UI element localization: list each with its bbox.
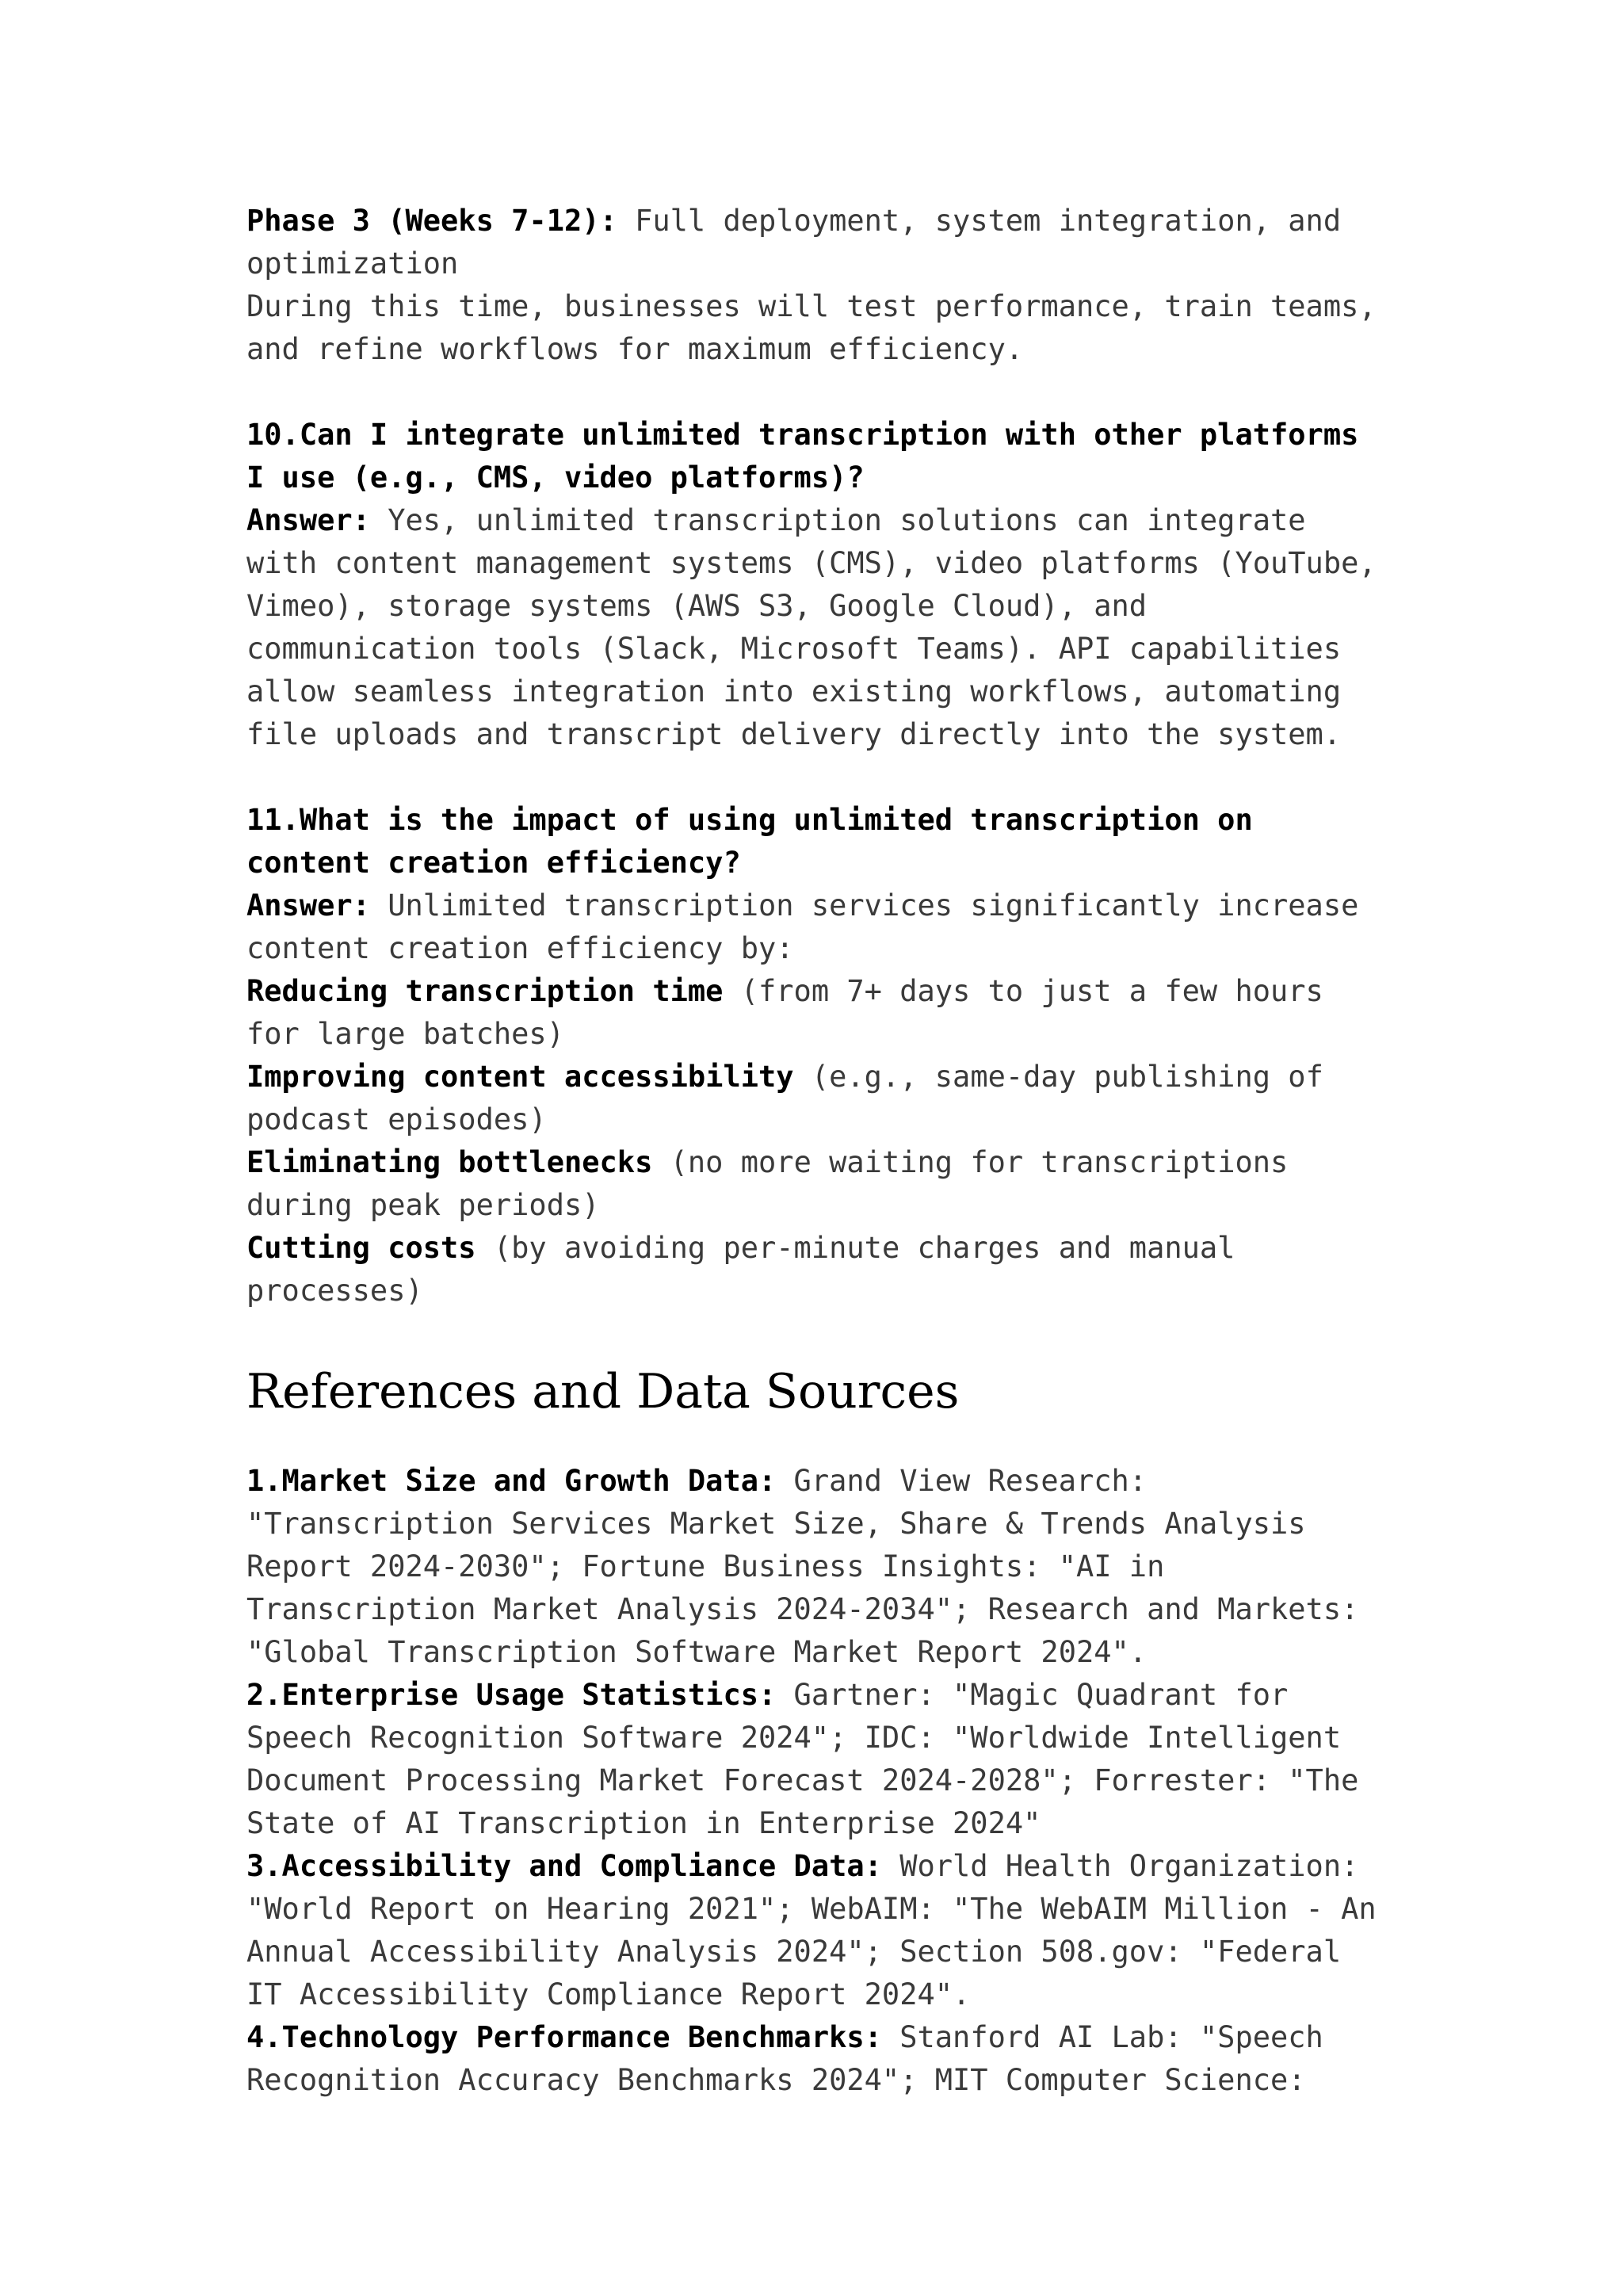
page-content <box>246 200 1388 2102</box>
reference-text: Gartner: "Magic Quadrant for Speech Recognition Software 2024"; IDC: "Worldwide Intelligent Document Processing Market Forecast 2024-2028"; Forrester: "The State of AI Transcription in Enterprise 2024" <box>246 1678 1359 1840</box>
reference-text: World Health Organization: "World Report on Hearing 2021"; WebAIM: "The WebAIM Million - An Annual Accessibility Analysis 2024"; Section 508.gov: "Federal IT Accessibility Compliance Report 2024". <box>246 1849 1377 2011</box>
reference-text: Stanford AI Lab: "Speech Recognition Accuracy Benchmarks 2024"; MIT Computer Science: <box>246 2020 1323 2097</box>
benefit-text: (from 7+ days to just a few hours for large batches) <box>246 974 1323 1051</box>
benefit-label: Reducing transcription time <box>246 974 724 1008</box>
answer-text: Yes, unlimited transcription solutions can integrate with content management systems (CMS), video platforms (YouTube, Vimeo), storage systems (AWS S3, Google Cloud), and communication tools (Slack, Microsoft Teams). API capabilities allow seamless integration into existing workflows, automating file uploads and transcript delivery directly into the system. <box>246 503 1377 751</box>
phase3-label: Phase 3 (Weeks 7-12): <box>246 204 617 238</box>
phase3-follow-text: During this time, businesses will test performance, train teams, and refine workflows for maximum efficiency. <box>246 289 1377 366</box>
benefit-label: Eliminating bottlenecks <box>246 1145 653 1179</box>
reference-item <box>246 2016 1388 2102</box>
benefit-item <box>246 1056 1388 1141</box>
benefit-item <box>246 970 1388 1056</box>
benefit-text: (e.g., same-day publishing of podcast episodes) <box>246 1060 1323 1137</box>
reference-label: 4.Technology Performance Benchmarks: <box>246 2020 882 2054</box>
reference-label: 3.Accessibility and Compliance Data: <box>246 1849 882 1883</box>
phase3-text: Full deployment, system integration, and optimization <box>246 204 1342 281</box>
faq-answer-11 <box>246 884 1388 970</box>
reference-label: 1.Market Size and Growth Data: <box>246 1464 777 1498</box>
references-heading: References and Data Sources <box>246 1364 960 1419</box>
faq-question-10: 10.Can I integrate unlimited transcription with other platforms I use (e.g., CMS, video platforms)? <box>246 418 1359 495</box>
benefit-label: Improving content accessibility <box>246 1060 794 1094</box>
benefit-label: Cutting costs <box>246 1231 476 1265</box>
faq-answer-10 <box>246 499 1388 756</box>
answer-text: Unlimited transcription services significantly increase content creation efficiency by: <box>246 888 1359 965</box>
benefit-item <box>246 1141 1388 1227</box>
reference-label: 2.Enterprise Usage Statistics: <box>246 1678 777 1712</box>
phase3-paragraph <box>246 200 1388 285</box>
benefit-item <box>246 1227 1388 1312</box>
benefit-text: (no more waiting for transcriptions during peak periods) <box>246 1145 1289 1222</box>
answer-label: Answer: <box>246 888 370 923</box>
answer-label: Answer: <box>246 503 370 537</box>
reference-item <box>246 1460 1388 1674</box>
faq-question-11: 11.What is the impact of using unlimited transcription on content creation efficiency? <box>246 803 1253 880</box>
reference-item <box>246 1845 1388 2016</box>
benefit-text: (by avoiding per-minute charges and manual processes) <box>246 1231 1235 1308</box>
reference-text: Grand View Research: "Transcription Services Market Size, Share & Trends Analysis Report 2024-2030"; Fortune Business Insights: "AI in Transcription Market Analysis 2024-2034"; Research and Markets: "Global Transcription Software Market Report 2024". <box>246 1464 1359 1669</box>
reference-item <box>246 1674 1388 1845</box>
